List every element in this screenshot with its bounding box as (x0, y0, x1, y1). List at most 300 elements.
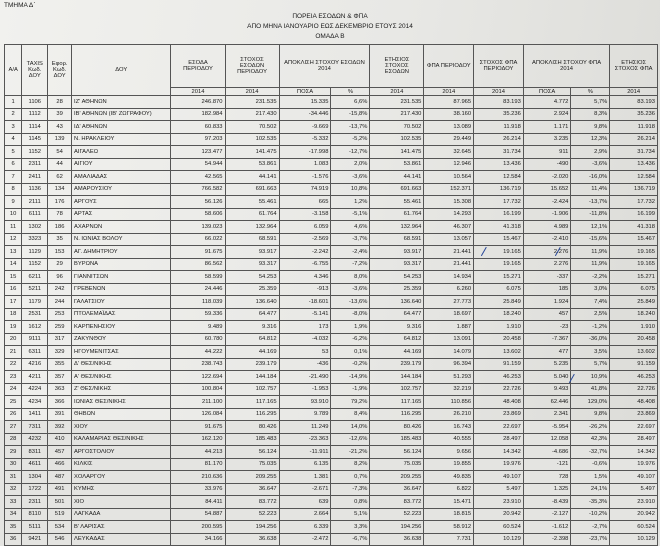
revenue: 211.100 (171, 396, 225, 409)
table-row (5, 108, 658, 121)
row-number: 26 (5, 408, 22, 421)
vat: 26.210 (424, 408, 474, 421)
vat-target: 83.193 (474, 96, 524, 109)
vat: 19.855 (424, 458, 474, 471)
revenue-deviation-pct: 3,3% (331, 521, 370, 534)
table-row (5, 233, 658, 246)
vat-target: 15.271 (474, 271, 524, 284)
annual-revenue-target: 102.757 (370, 383, 424, 396)
revenue: 9.489 (171, 321, 225, 334)
revenue-deviation: 639 (279, 496, 331, 509)
revenue-target: 68.591 (225, 233, 279, 246)
annual-vat-target: 22.697 (610, 421, 658, 434)
revenue-deviation: -2.569 (279, 233, 331, 246)
vat-target: 25.849 (474, 296, 524, 309)
revenue-deviation: 1.381 (279, 471, 331, 484)
row-number: 9 (5, 196, 22, 209)
vat-deviation: -23 (523, 321, 571, 334)
revenue-deviation-pct: 14,0% (331, 421, 370, 434)
taxis-code: 1145 (22, 133, 48, 146)
vat-deviation: 477 (523, 346, 571, 359)
row-number: 14 (5, 258, 22, 271)
table-row (5, 496, 658, 509)
taxis-code: 2311 (22, 158, 48, 171)
taxis-code: 1612 (22, 321, 48, 334)
annual-revenue-target: 239.179 (370, 358, 424, 371)
revenue-target: 117.165 (225, 396, 279, 409)
tax-office: ΑΜΑΛΙΑΔΑΣ (72, 171, 171, 184)
revenue-target: 83.772 (225, 496, 279, 509)
col-apoklisi-esodon: ΑΠΟΚΛΙΣΗ ΣΤΟΧΟΥ ΕΣΟΔΩΝ 2014 (279, 45, 370, 88)
annual-vat-target: 15.271 (610, 271, 658, 284)
vat-deviation: 62.446 (523, 396, 571, 409)
tax-office: ΓΙΑΝΝΙΤΣΩΝ (72, 271, 171, 284)
vat: 14.293 (424, 208, 474, 221)
efor-code: 176 (48, 196, 72, 209)
revenue-target: 44.169 (225, 346, 279, 359)
vat-target: 22.726 (474, 383, 524, 396)
revenue: 200.595 (171, 521, 225, 534)
vat-deviation-pct: -0,6% (571, 458, 610, 471)
annual-revenue-target: 64.477 (370, 308, 424, 321)
vat: 51.293 (424, 371, 474, 384)
revenue-deviation-pct: -7,3% (331, 483, 370, 496)
revenue-deviation-pct: -5,2% (331, 133, 370, 146)
efor-code: 410 (48, 433, 72, 446)
efor-code: 534 (48, 521, 72, 534)
annual-vat-target: 28.497 (610, 433, 658, 446)
row-number: 15 (5, 271, 22, 284)
table-row (5, 208, 658, 221)
vat-deviation-pct: -32,7% (571, 446, 610, 459)
efor-code: 44 (48, 158, 72, 171)
row-number: 24 (5, 383, 22, 396)
tax-office: ΑΓ. ΔΗΜΗΤΡΙΟΥ (72, 246, 171, 259)
vat-deviation: 1.325 (523, 483, 571, 496)
revenue-target: 9.316 (225, 321, 279, 334)
revenue-deviation-pct: -3,7% (331, 233, 370, 246)
year-label: 2014 (424, 88, 474, 96)
revenue-deviation-pct: 4,6% (331, 221, 370, 234)
vat-target: 13.436 (474, 158, 524, 171)
annual-revenue-target: 61.764 (370, 208, 424, 221)
vat-deviation: -2.424 (523, 196, 571, 209)
posa-label: ΠΟΣΑ (279, 88, 331, 96)
taxis-code: 1136 (22, 183, 48, 196)
annual-revenue-target: 194.256 (370, 521, 424, 534)
vat-deviation-pct: 42,3% (571, 433, 610, 446)
revenue: 86.562 (171, 258, 225, 271)
annual-revenue-target: 64.812 (370, 333, 424, 346)
vat-target: 26.214 (474, 133, 524, 146)
row-number: 31 (5, 471, 22, 484)
vat-target: 31.734 (474, 146, 524, 159)
efor-code: 519 (48, 508, 72, 521)
vat-target: 1.910 (474, 321, 524, 334)
vat-deviation: 2.276 (523, 246, 571, 259)
table-row (5, 121, 658, 134)
vat: 15.308 (424, 196, 474, 209)
row-number: 19 (5, 321, 22, 334)
revenue-deviation-pct: -7,2% (331, 258, 370, 271)
taxis-code: 1112 (22, 108, 48, 121)
vat: 15.471 (424, 496, 474, 509)
revenue-deviation: -9.669 (279, 121, 331, 134)
annual-revenue-target: 25.359 (370, 283, 424, 296)
vat-deviation: 911 (523, 146, 571, 159)
table-row (5, 296, 658, 309)
revenue-deviation-pct: 5,1% (331, 508, 370, 521)
revenue-deviation-pct: 8,0% (331, 271, 370, 284)
annual-vat-target: 83.193 (610, 96, 658, 109)
vat-deviation-pct: 9,8% (571, 408, 610, 421)
col-aa: Α/Α (5, 45, 22, 96)
revenue-table (4, 44, 658, 546)
revenue-target: 239.179 (225, 358, 279, 371)
revenue-deviation-pct: -6,7% (331, 533, 370, 546)
revenue-target: 36.638 (225, 533, 279, 546)
taxis-code: 1179 (22, 296, 48, 309)
revenue-target: 141.475 (225, 146, 279, 159)
tax-office: ΓΑΛΑΤΣΙΟΥ (72, 296, 171, 309)
revenue: 54.944 (171, 158, 225, 171)
annual-revenue-target: 75.035 (370, 458, 424, 471)
vat: 110.856 (424, 396, 474, 409)
revenue-target: 55.461 (225, 196, 279, 209)
col-efor: Εφορ. Κωδ. ΔΟΥ (48, 45, 72, 96)
row-number: 33 (5, 496, 22, 509)
table-row (5, 346, 658, 359)
vat-target: 19.165 (474, 258, 524, 271)
tax-office: ΒΥΡΩΝΑ (72, 258, 171, 271)
tax-office: ΓΡΕΒΕΝΩΝ (72, 283, 171, 296)
vat-target: 41.318 (474, 221, 524, 234)
vat-deviation: -490 (523, 158, 571, 171)
revenue-target: 217.430 (225, 108, 279, 121)
efor-code: 186 (48, 221, 72, 234)
revenue-deviation: -18.601 (279, 296, 331, 309)
revenue: 91.675 (171, 421, 225, 434)
vat-target: 35.236 (474, 108, 524, 121)
tax-office: ΑΜΑΡΟΥΣΙΟΥ (72, 183, 171, 196)
vat-deviation-pct: 9,8% (571, 121, 610, 134)
vat: 7.731 (424, 533, 474, 546)
revenue-target: 136.640 (225, 296, 279, 309)
efor-code: 487 (48, 471, 72, 484)
revenue-target: 132.964 (225, 221, 279, 234)
vat-deviation: -121 (523, 458, 571, 471)
vat-deviation: -1.906 (523, 208, 571, 221)
tax-office: ΑΡΓΟΣΤΟΛΙΟΥ (72, 446, 171, 459)
vat-target: 49.107 (474, 471, 524, 484)
table-row (5, 158, 658, 171)
revenue-deviation-pct: -3,6% (331, 171, 370, 184)
table-row (5, 96, 658, 109)
taxis-code: 7311 (22, 421, 48, 434)
revenue: 44.213 (171, 446, 225, 459)
revenue-deviation-pct: 79,2% (331, 396, 370, 409)
annual-revenue-target: 83.772 (370, 496, 424, 509)
efor-code: 355 (48, 358, 72, 371)
vat-deviation-pct: 129,0% (571, 396, 610, 409)
taxis-code: 1722 (22, 483, 48, 496)
revenue: 33.976 (171, 483, 225, 496)
efor-code: 43 (48, 121, 72, 134)
vat-target: 11.918 (474, 121, 524, 134)
vat-deviation-pct: 5,7% (571, 96, 610, 109)
col-doy: ΔΟΥ (72, 45, 171, 96)
taxis-code: 3323 (22, 233, 48, 246)
revenue: 246.870 (171, 96, 225, 109)
taxis-code: 8110 (22, 508, 48, 521)
table-row (5, 508, 658, 521)
annual-revenue-target: 132.964 (370, 221, 424, 234)
row-number: 2 (5, 108, 22, 121)
vat-deviation-pct: 11,9% (571, 246, 610, 259)
annual-vat-target: 12.584 (610, 171, 658, 184)
annual-vat-target: 20.942 (610, 508, 658, 521)
annual-vat-target: 35.236 (610, 108, 658, 121)
revenue-target: 54.253 (225, 271, 279, 284)
vat: 9.656 (424, 446, 474, 459)
vat-target: 12.584 (474, 171, 524, 184)
revenue-deviation-pct: -15,8% (331, 108, 370, 121)
revenue: 139.023 (171, 221, 225, 234)
annual-vat-target: 13.602 (610, 346, 658, 359)
percent-label: % (331, 88, 370, 96)
revenue: 126.084 (171, 408, 225, 421)
annual-revenue-target: 9.316 (370, 321, 424, 334)
row-number: 35 (5, 521, 22, 534)
col-etisios-fpa: ΕΤΗΣΙΟΣ ΣΤΟΧΟΣ ΦΠΑ (610, 45, 658, 88)
revenue-deviation: -2.671 (279, 483, 331, 496)
annual-vat-target: 14.342 (610, 446, 658, 459)
vat-deviation-pct: 41,8% (571, 383, 610, 396)
annual-vat-target: 17.732 (610, 196, 658, 209)
vat-target: 6.075 (474, 283, 524, 296)
table-row (5, 521, 658, 534)
tax-office: ΙΒ' ΑΘΗΝΩΝ (ΙΒ' ΖΩΓΡΑΦΟΥ) (72, 108, 171, 121)
vat-target: 19.165 (474, 246, 524, 259)
tax-office: ΙΩΝΙΑΣ ΘΕΣ/ΝΙΚΗΣ (72, 396, 171, 409)
vat-deviation: 12.058 (523, 433, 571, 446)
revenue-target: 64.477 (225, 308, 279, 321)
annual-revenue-target: 136.640 (370, 296, 424, 309)
efor-code: 242 (48, 283, 72, 296)
revenue-deviation: -1.576 (279, 171, 331, 184)
efor-code: 29 (48, 258, 72, 271)
annual-revenue-target: 53.861 (370, 158, 424, 171)
row-number: 1 (5, 96, 22, 109)
vat-deviation: 728 (523, 471, 571, 484)
vat: 14.079 (424, 346, 474, 359)
row-number: 23 (5, 371, 22, 384)
revenue-deviation-pct: -2,4% (331, 246, 370, 259)
vat: 32.645 (424, 146, 474, 159)
efor-code: 392 (48, 421, 72, 434)
vat-deviation-pct: -35,3% (571, 496, 610, 509)
annual-vat-target: 41.318 (610, 221, 658, 234)
row-number: 27 (5, 421, 22, 434)
taxis-code: 1152 (22, 258, 48, 271)
revenue: 118.039 (171, 296, 225, 309)
row-number: 5 (5, 146, 22, 159)
annual-revenue-target: 102.535 (370, 133, 424, 146)
group-label: ΟΜΑΔΑ Β (315, 33, 345, 40)
tax-office: Δ' ΘΕΣ/ΝΙΚΗΣ (72, 358, 171, 371)
table-row (5, 258, 658, 271)
col-apoklisi-fpa: ΑΠΟΚΛΙΣΗ ΣΤΟΧΟΥ ΦΠΑ 2014 (523, 45, 609, 88)
vat: 13.091 (424, 333, 474, 346)
revenue-target: 61.764 (225, 208, 279, 221)
vat-deviation-pct: -2,2% (571, 271, 610, 284)
vat-deviation: -2.020 (523, 171, 571, 184)
tax-office: Ν. ΗΡΑΚΛΕΙΟΥ (72, 133, 171, 146)
table-row (5, 196, 658, 209)
revenue-deviation: -5.141 (279, 308, 331, 321)
taxis-code: 1129 (22, 246, 48, 259)
vat-deviation-pct: 1,5% (571, 471, 610, 484)
table-row (5, 396, 658, 409)
tax-office: Ζ' ΘΕΣ/ΝΙΚΗΣ (72, 383, 171, 396)
table-row (5, 408, 658, 421)
annual-vat-target: 20.458 (610, 333, 658, 346)
efor-code: 329 (48, 346, 72, 359)
revenue-deviation-pct: 0,1% (331, 346, 370, 359)
vat: 14.934 (424, 271, 474, 284)
table-row (5, 471, 658, 484)
tax-office: ΙΖ' ΑΘΗΝΩΝ (72, 96, 171, 109)
vat-target: 23.869 (474, 408, 524, 421)
taxis-code: 4216 (22, 358, 48, 371)
annual-vat-target: 26.214 (610, 133, 658, 146)
revenue-deviation-pct: 8,4% (331, 408, 370, 421)
vat-deviation-pct: 2,5% (571, 308, 610, 321)
revenue-deviation-pct: 0,7% (331, 471, 370, 484)
revenue-deviation: 1.083 (279, 158, 331, 171)
tax-office: ΠΤΟΛΕΜΑΪΔΑΣ (72, 308, 171, 321)
revenue-deviation-pct: -13,6% (331, 296, 370, 309)
revenue-deviation-pct: -21,2% (331, 446, 370, 459)
vat-deviation-pct: 3,5% (571, 346, 610, 359)
taxis-code: 2111 (22, 196, 48, 209)
vat-deviation: -2.410 (523, 233, 571, 246)
annual-revenue-target: 217.430 (370, 108, 424, 121)
vat-deviation: -2.398 (523, 533, 571, 546)
revenue-deviation-pct: 1,2% (331, 196, 370, 209)
vat-deviation-pct: 11,4% (571, 183, 610, 196)
efor-code: 253 (48, 308, 72, 321)
tax-office: Β' ΛΑΡΙΣΑΣ (72, 521, 171, 534)
vat-deviation: 4.772 (523, 96, 571, 109)
vat-target: 46.253 (474, 371, 524, 384)
vat: 49.835 (424, 471, 474, 484)
efor-code: 153 (48, 246, 72, 259)
efor-code: 391 (48, 408, 72, 421)
revenue-target: 102.535 (225, 133, 279, 146)
annual-vat-target: 48.408 (610, 396, 658, 409)
row-number: 3 (5, 121, 22, 134)
vat: 21.441 (424, 246, 474, 259)
annual-revenue-target: 231.535 (370, 96, 424, 109)
tax-office: ΧΙΟ (72, 496, 171, 509)
vat: 38.160 (424, 108, 474, 121)
vat-target: 136.719 (474, 183, 524, 196)
vat: 40.555 (424, 433, 474, 446)
revenue-deviation-pct: 2,0% (331, 158, 370, 171)
annual-vat-target: 19.976 (610, 458, 658, 471)
col-esoda: ΕΣΟΔΑ ΠΕΡΙΟΔΟΥ (171, 45, 225, 88)
vat-target: 20.458 (474, 333, 524, 346)
tax-office: ΚΑΡΠΕΝΗΣΙΟΥ (72, 321, 171, 334)
table-row (5, 321, 658, 334)
report-subtitle: ΑΠΟ ΜΗΝΑ ΙΑΝΟΥΑΡΙΟ ΕΩΣ ΔΕΚΕΜΒΡΙΟ ΕΤΟΥΣ 2014 (247, 23, 413, 30)
row-number: 22 (5, 358, 22, 371)
vat: 27.773 (424, 296, 474, 309)
annual-revenue-target: 93.917 (370, 246, 424, 259)
vat-deviation-pct: -23,7% (571, 533, 610, 546)
vat-deviation: 2.341 (523, 408, 571, 421)
taxis-code: 1152 (22, 146, 48, 159)
annual-revenue-target: 52.223 (370, 508, 424, 521)
revenue-deviation: 53 (279, 346, 331, 359)
vat: 6.822 (424, 483, 474, 496)
annual-revenue-target: 93.317 (370, 258, 424, 271)
revenue-deviation: -2.472 (279, 533, 331, 546)
table-row (5, 283, 658, 296)
row-number: 32 (5, 483, 22, 496)
revenue-deviation: 2.664 (279, 508, 331, 521)
revenue: 100.804 (171, 383, 225, 396)
row-number: 34 (5, 508, 22, 521)
annual-vat-target: 23.869 (610, 408, 658, 421)
efor-code: 62 (48, 171, 72, 184)
vat-target: 10.129 (474, 533, 524, 546)
revenue-target: 25.359 (225, 283, 279, 296)
vat-deviation-pct: -10,2% (571, 508, 610, 521)
efor-code: 317 (48, 333, 72, 346)
revenue: 122.694 (171, 371, 225, 384)
table-row (5, 171, 658, 184)
vat-target: 13.602 (474, 346, 524, 359)
annual-vat-target: 18.240 (610, 308, 658, 321)
vat-deviation: 2.924 (523, 108, 571, 121)
vat: 58.912 (424, 521, 474, 534)
taxis-code: 4224 (22, 383, 48, 396)
efor-code: 491 (48, 483, 72, 496)
vat-target: 28.497 (474, 433, 524, 446)
annual-vat-target: 1.910 (610, 321, 658, 334)
annual-vat-target: 6.075 (610, 283, 658, 296)
row-number: 29 (5, 446, 22, 459)
vat-target: 16.199 (474, 208, 524, 221)
revenue-target: 93.317 (225, 258, 279, 271)
row-number: 25 (5, 396, 22, 409)
annual-revenue-target: 55.461 (370, 196, 424, 209)
annual-revenue-target: 36.647 (370, 483, 424, 496)
efor-code: 134 (48, 183, 72, 196)
efor-code: 546 (48, 533, 72, 546)
table-row (5, 446, 658, 459)
revenue-deviation-pct: 1,9% (331, 321, 370, 334)
vat-deviation: -337 (523, 271, 571, 284)
revenue-deviation: 6.059 (279, 221, 331, 234)
revenue-deviation: -2.242 (279, 246, 331, 259)
vat-deviation: 5.040 (523, 371, 571, 384)
revenue-target: 185.483 (225, 433, 279, 446)
taxis-code: 4611 (22, 458, 48, 471)
revenue-deviation: 9.789 (279, 408, 331, 421)
